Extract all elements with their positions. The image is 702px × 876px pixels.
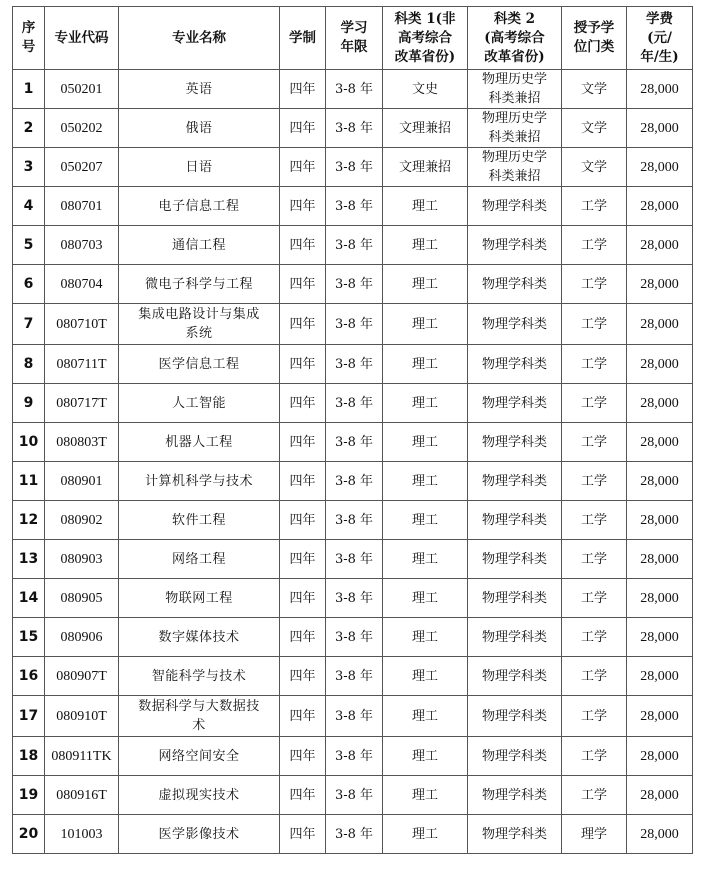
cell-category-1: 文史: [383, 70, 468, 109]
cell-degree: 工学: [562, 501, 627, 540]
cell-fee: 28,000: [627, 815, 693, 854]
cell-category-2: 物理学科类: [468, 737, 562, 776]
table-row: [13, 776, 693, 815]
cell-system: 四年: [280, 657, 326, 696]
cell-degree: 工学: [562, 657, 627, 696]
cell-code: 080916T: [45, 776, 119, 815]
cell-years: 3-8 年: [326, 501, 383, 540]
header-fee: 学费 (元/ 年/生): [627, 7, 693, 70]
cell-system: 四年: [280, 265, 326, 304]
table-row: [13, 187, 693, 226]
cell-degree: 工学: [562, 226, 627, 265]
cell-category-1: 理工: [383, 265, 468, 304]
table-row: [13, 109, 693, 148]
cell-category-2: 物理学科类: [468, 265, 562, 304]
cell-degree: 工学: [562, 265, 627, 304]
cell-category-2: 物理学科类: [468, 696, 562, 737]
cell-code: 080905: [45, 579, 119, 618]
cell-category-1: 理工: [383, 462, 468, 501]
cell-years: 3-8 年: [326, 815, 383, 854]
cell-years: 3-8 年: [326, 540, 383, 579]
cell-code: 080911TK: [45, 737, 119, 776]
cell-category-2: 物理历史学 科类兼招: [468, 70, 562, 109]
cell-fee: 28,000: [627, 618, 693, 657]
cell-system: 四年: [280, 384, 326, 423]
table-row: [13, 148, 693, 187]
cell-category-2: 物理学科类: [468, 501, 562, 540]
cell-code: 080903: [45, 540, 119, 579]
cell-degree: 工学: [562, 187, 627, 226]
cell-name: 智能科学与技术: [119, 657, 280, 696]
cell-system: 四年: [280, 579, 326, 618]
cell-name: 英语: [119, 70, 280, 109]
header-name: 专业名称: [119, 7, 280, 70]
cell-years: 3-8 年: [326, 265, 383, 304]
cell-category-2: 物理学科类: [468, 345, 562, 384]
cell-fee: 28,000: [627, 226, 693, 265]
cell-code: 080906: [45, 618, 119, 657]
cell-system: 四年: [280, 70, 326, 109]
cell-code: 080701: [45, 187, 119, 226]
cell-fee: 28,000: [627, 696, 693, 737]
cell-category-2: 物理学科类: [468, 423, 562, 462]
table-row: [13, 70, 693, 109]
cell-index: 16: [13, 657, 45, 696]
cell-code: 080717T: [45, 384, 119, 423]
cell-category-2: 物理学科类: [468, 618, 562, 657]
cell-category-2: 物理学科类: [468, 657, 562, 696]
cell-years: 3-8 年: [326, 345, 383, 384]
cell-category-1: 理工: [383, 815, 468, 854]
cell-code: 080711T: [45, 345, 119, 384]
cell-name: 日语: [119, 148, 280, 187]
cell-name: 数据科学与大数据技 术: [119, 696, 280, 737]
cell-fee: 28,000: [627, 776, 693, 815]
cell-fee: 28,000: [627, 462, 693, 501]
cell-index: 19: [13, 776, 45, 815]
cell-code: 080710T: [45, 304, 119, 345]
cell-system: 四年: [280, 618, 326, 657]
cell-index: 9: [13, 384, 45, 423]
cell-system: 四年: [280, 226, 326, 265]
cell-category-1: 理工: [383, 579, 468, 618]
cell-system: 四年: [280, 148, 326, 187]
cell-index: 12: [13, 501, 45, 540]
cell-degree: 文学: [562, 70, 627, 109]
cell-category-1: 理工: [383, 187, 468, 226]
cell-years: 3-8 年: [326, 148, 383, 187]
table-row: [13, 226, 693, 265]
cell-years: 3-8 年: [326, 109, 383, 148]
cell-years: 3-8 年: [326, 579, 383, 618]
cell-category-2: 物理学科类: [468, 187, 562, 226]
cell-fee: 28,000: [627, 109, 693, 148]
cell-degree: 工学: [562, 579, 627, 618]
cell-degree: 工学: [562, 462, 627, 501]
cell-code: 080902: [45, 501, 119, 540]
table-row: [13, 423, 693, 462]
cell-years: 3-8 年: [326, 696, 383, 737]
cell-years: 3-8 年: [326, 776, 383, 815]
cell-system: 四年: [280, 109, 326, 148]
cell-system: 四年: [280, 815, 326, 854]
cell-category-1: 文理兼招: [383, 148, 468, 187]
cell-name: 软件工程: [119, 501, 280, 540]
table-row: [13, 737, 693, 776]
cell-degree: 工学: [562, 304, 627, 345]
cell-name: 数字媒体技术: [119, 618, 280, 657]
header-degree: 授予学 位门类: [562, 7, 627, 70]
cell-category-1: 理工: [383, 501, 468, 540]
cell-system: 四年: [280, 462, 326, 501]
cell-degree: 工学: [562, 737, 627, 776]
cell-years: 3-8 年: [326, 423, 383, 462]
cell-degree: 工学: [562, 540, 627, 579]
cell-degree: 文学: [562, 148, 627, 187]
cell-code: 080803T: [45, 423, 119, 462]
cell-degree: 工学: [562, 423, 627, 462]
cell-category-1: 理工: [383, 618, 468, 657]
cell-index: 6: [13, 265, 45, 304]
cell-category-1: 理工: [383, 657, 468, 696]
header-years: 学习 年限: [326, 7, 383, 70]
cell-degree: 工学: [562, 618, 627, 657]
cell-index: 3: [13, 148, 45, 187]
cell-system: 四年: [280, 696, 326, 737]
header-row: [13, 7, 693, 70]
cell-category-2: 物理学科类: [468, 304, 562, 345]
cell-code: 080910T: [45, 696, 119, 737]
cell-fee: 28,000: [627, 70, 693, 109]
cell-index: 1: [13, 70, 45, 109]
cell-years: 3-8 年: [326, 737, 383, 776]
table-row: [13, 304, 693, 345]
cell-system: 四年: [280, 423, 326, 462]
majors-table: [12, 6, 693, 854]
cell-degree: 工学: [562, 696, 627, 737]
cell-category-1: 理工: [383, 226, 468, 265]
cell-category-1: 文理兼招: [383, 109, 468, 148]
cell-fee: 28,000: [627, 148, 693, 187]
cell-category-1: 理工: [383, 423, 468, 462]
cell-fee: 28,000: [627, 657, 693, 696]
cell-index: 17: [13, 696, 45, 737]
table-row: [13, 696, 693, 737]
cell-code: 080907T: [45, 657, 119, 696]
cell-category-2: 物理学科类: [468, 776, 562, 815]
cell-fee: 28,000: [627, 345, 693, 384]
cell-system: 四年: [280, 776, 326, 815]
cell-index: 15: [13, 618, 45, 657]
cell-name: 集成电路设计与集成 系统: [119, 304, 280, 345]
cell-name: 人工智能: [119, 384, 280, 423]
cell-name: 网络工程: [119, 540, 280, 579]
table-row: [13, 501, 693, 540]
header-system: 学制: [280, 7, 326, 70]
cell-category-2: 物理学科类: [468, 540, 562, 579]
cell-code: 080901: [45, 462, 119, 501]
header-code: 专业代码: [45, 7, 119, 70]
cell-category-2: 物理学科类: [468, 815, 562, 854]
cell-name: 网络空间安全: [119, 737, 280, 776]
cell-category-1: 理工: [383, 540, 468, 579]
cell-fee: 28,000: [627, 540, 693, 579]
cell-system: 四年: [280, 737, 326, 776]
cell-index: 8: [13, 345, 45, 384]
cell-code: 080703: [45, 226, 119, 265]
cell-years: 3-8 年: [326, 187, 383, 226]
cell-system: 四年: [280, 187, 326, 226]
cell-years: 3-8 年: [326, 226, 383, 265]
table-row: [13, 345, 693, 384]
header-category-1: 科类 1(非 高考综合 改革省份): [383, 7, 468, 70]
cell-code: 050202: [45, 109, 119, 148]
cell-category-1: 理工: [383, 696, 468, 737]
cell-name: 医学信息工程: [119, 345, 280, 384]
cell-code: 101003: [45, 815, 119, 854]
cell-system: 四年: [280, 501, 326, 540]
cell-name: 俄语: [119, 109, 280, 148]
cell-degree: 工学: [562, 345, 627, 384]
cell-name: 医学影像技术: [119, 815, 280, 854]
cell-category-2: 物理历史学 科类兼招: [468, 148, 562, 187]
cell-system: 四年: [280, 540, 326, 579]
cell-years: 3-8 年: [326, 657, 383, 696]
cell-category-2: 物理学科类: [468, 462, 562, 501]
header-index: 序 号: [13, 7, 45, 70]
cell-years: 3-8 年: [326, 618, 383, 657]
table-row: [13, 384, 693, 423]
cell-system: 四年: [280, 304, 326, 345]
cell-fee: 28,000: [627, 423, 693, 462]
cell-category-1: 理工: [383, 384, 468, 423]
cell-fee: 28,000: [627, 304, 693, 345]
cell-category-2: 物理学科类: [468, 384, 562, 423]
table-row: [13, 265, 693, 304]
table-row: [13, 540, 693, 579]
cell-code: 080704: [45, 265, 119, 304]
cell-fee: 28,000: [627, 501, 693, 540]
cell-index: 20: [13, 815, 45, 854]
cell-fee: 28,000: [627, 579, 693, 618]
cell-index: 13: [13, 540, 45, 579]
cell-category-1: 理工: [383, 304, 468, 345]
cell-degree: 文学: [562, 109, 627, 148]
cell-category-2: 物理学科类: [468, 226, 562, 265]
cell-category-1: 理工: [383, 345, 468, 384]
cell-index: 4: [13, 187, 45, 226]
cell-system: 四年: [280, 345, 326, 384]
cell-category-2: 物理学科类: [468, 579, 562, 618]
cell-index: 14: [13, 579, 45, 618]
header-category-2: 科类 2 (高考综合 改革省份): [468, 7, 562, 70]
cell-code: 050201: [45, 70, 119, 109]
cell-name: 计算机科学与技术: [119, 462, 280, 501]
cell-years: 3-8 年: [326, 462, 383, 501]
cell-fee: 28,000: [627, 187, 693, 226]
cell-years: 3-8 年: [326, 384, 383, 423]
cell-index: 7: [13, 304, 45, 345]
cell-category-1: 理工: [383, 776, 468, 815]
cell-name: 机器人工程: [119, 423, 280, 462]
cell-fee: 28,000: [627, 265, 693, 304]
cell-degree: 工学: [562, 776, 627, 815]
cell-index: 18: [13, 737, 45, 776]
cell-years: 3-8 年: [326, 304, 383, 345]
cell-degree: 工学: [562, 384, 627, 423]
cell-index: 2: [13, 109, 45, 148]
cell-years: 3-8 年: [326, 70, 383, 109]
cell-fee: 28,000: [627, 737, 693, 776]
cell-category-1: 理工: [383, 737, 468, 776]
table-row: [13, 579, 693, 618]
cell-index: 10: [13, 423, 45, 462]
table-row: [13, 657, 693, 696]
cell-name: 通信工程: [119, 226, 280, 265]
cell-index: 5: [13, 226, 45, 265]
cell-degree: 理学: [562, 815, 627, 854]
cell-category-2: 物理历史学 科类兼招: [468, 109, 562, 148]
table-row: [13, 462, 693, 501]
table-row: [13, 815, 693, 854]
cell-name: 物联网工程: [119, 579, 280, 618]
cell-name: 微电子科学与工程: [119, 265, 280, 304]
table-row: [13, 618, 693, 657]
cell-index: 11: [13, 462, 45, 501]
cell-code: 050207: [45, 148, 119, 187]
cell-name: 虚拟现实技术: [119, 776, 280, 815]
cell-name: 电子信息工程: [119, 187, 280, 226]
cell-fee: 28,000: [627, 384, 693, 423]
